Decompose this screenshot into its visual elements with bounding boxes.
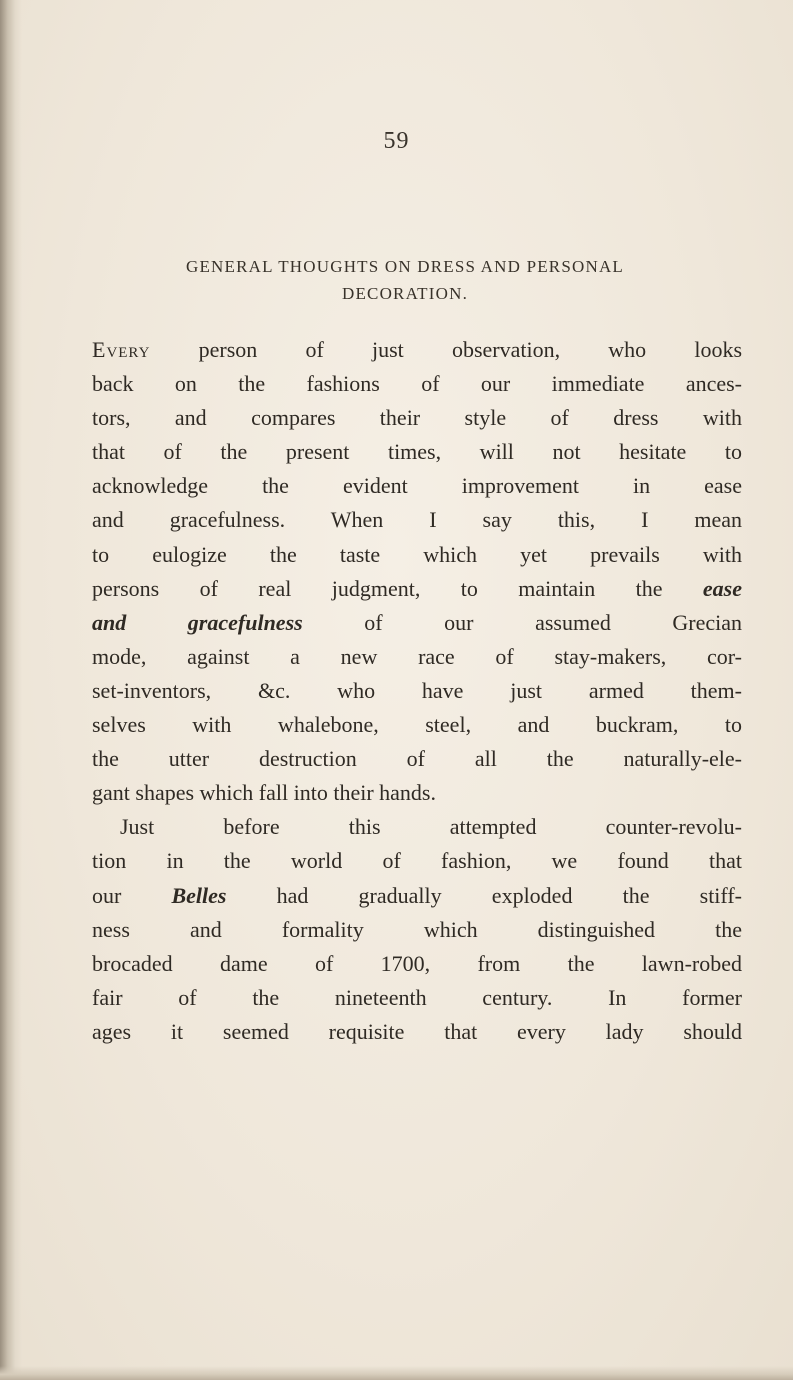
emphasis-text: ease — [702, 575, 743, 601]
text-run: person of just observation, who looks — [198, 337, 743, 362]
text-line — [92, 606, 742, 640]
text-run: persons of real judgment, to maintain the — [92, 575, 663, 601]
text-line: that of the present times, will not hesitate to — [92, 439, 742, 465]
text-line: gant shapes which fall into their hands. — [92, 780, 436, 806]
page-spine-shadow — [0, 0, 22, 1380]
text-line: back on the fashions of our immediate ances- — [92, 371, 742, 397]
text-line — [92, 879, 742, 913]
text-line — [92, 333, 742, 367]
opening-word: Every — [92, 337, 151, 362]
text-line: acknowledge the evident improvement in ease — [92, 473, 742, 499]
page-number: 59 — [383, 128, 410, 154]
text-line: tors, and compares their style of dress with — [92, 405, 742, 431]
text-line: and gracefulness. When I say this, I mean — [92, 507, 742, 533]
text-line: ness and formality which distinguished the — [92, 916, 742, 942]
text-line: tion in the world of fashion, we found that — [92, 848, 742, 874]
text-line: set-inventors, &c. who have just armed them- — [92, 677, 742, 703]
page-bottom-edge — [0, 1366, 793, 1380]
emphasis-text: Belles — [171, 882, 227, 908]
text-run: had gradually exploded the stiff- — [276, 882, 742, 908]
body-paragraphs — [92, 333, 742, 1049]
text-run: of our assumed Grecian — [364, 609, 743, 635]
chapter-heading-line-2: DECORATION. — [341, 284, 469, 303]
text-run: our — [92, 882, 122, 908]
chapter-heading-line-1: GENERAL THOUGHTS ON DRESS AND PERSONAL — [185, 257, 625, 276]
text-line: mode, against a new race of stay-makers, cor- — [92, 643, 742, 669]
text-line: brocaded dame of 1700, from the lawn-robed — [92, 950, 742, 976]
text-line — [92, 572, 742, 606]
text-line: Just before this attempted counter-revolu- — [120, 814, 742, 840]
chapter-heading — [60, 253, 750, 307]
text-line: ages it seemed requisite that every lady should — [92, 1018, 742, 1044]
emphasis-text: and gracefulness — [92, 609, 303, 635]
text-line: fair of the nineteenth century. In former — [92, 984, 742, 1010]
text-line: the utter destruction of all the naturally-ele- — [92, 746, 742, 772]
text-line: selves with whalebone, steel, and buckram, to — [92, 712, 742, 738]
text-line: to eulogize the taste which yet prevails with — [92, 541, 742, 567]
